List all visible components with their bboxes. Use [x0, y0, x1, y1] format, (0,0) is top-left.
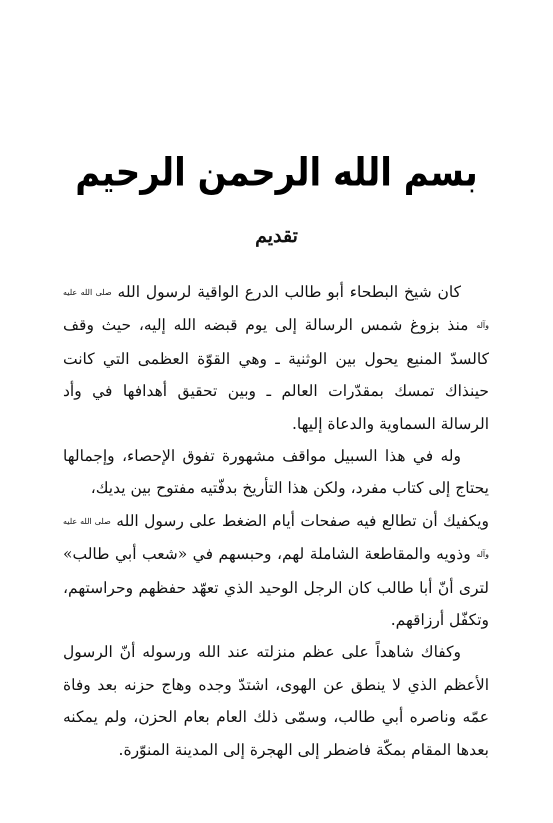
paragraph-2: وله في هذا السبيل مواقف مشهورة تفوق الإحصاء، وإجمالها يحتاج إلى كتاب مفرد، ولكن هذا التأريخ بدفّتيه مفتوح بين يديك، [63, 447, 489, 498]
salawat-mark: صلى الله عليه وآله [63, 516, 489, 560]
paragraph-3-end: وذويه والمقاطعة الشاملة لهم، وحبسهم في «شعب أبي طالب» لترى أنّ أبا طالب كان الرجل الوحيد الذي تعهّد حفظهم وحراستهم، وتكفّل أرزاقهم. [63, 545, 489, 630]
paragraph-1 [63, 276, 489, 440]
section-heading: تقديم [255, 225, 298, 247]
paragraph-4: وكفاك شاهداً على عظم منزلته عند الله ورسوله أنّ الرسول الأعظم الذي لا ينطق عن الهوى، اشتدّ وجده وهاج حزنه بعد وفاة عمّه وناصره أبي طالب، وسمّى ذلك العام بعام الحزن، ولم يمكنه بعدها المقام بمكّة فاضطر إلى الهجرة إلى المدينة المنوّرة. [63, 643, 489, 759]
paragraph-3-start: ويكفيك أن تطالع فيه صفحات أيام الضغط على رسول الله [116, 511, 489, 530]
paragraph-1-end: منذ بزوغ شمس الرسالة إلى يوم قبضه الله إليه، حيث وقف كالسدّ المنيع يحول بين الوثنية ـ وهي القوّة العظمى التي كانت حينذاك تمسك بمقدّرات العالم ـ وبين تحقيق أهدافها في وأد الرسالة السماوية والدعاة إليها. [63, 316, 489, 433]
body-text [63, 276, 489, 766]
basmala-calligraphy: بسم الله الرحمن الرحيم [75, 150, 478, 196]
salawat-mark: صلى الله عليه وآله [63, 288, 489, 331]
paragraph-1-start: كان شيخ البطحاء أبو طالب الدرع الواقية لرسول الله [117, 283, 461, 301]
paragraph-3 [63, 505, 489, 637]
